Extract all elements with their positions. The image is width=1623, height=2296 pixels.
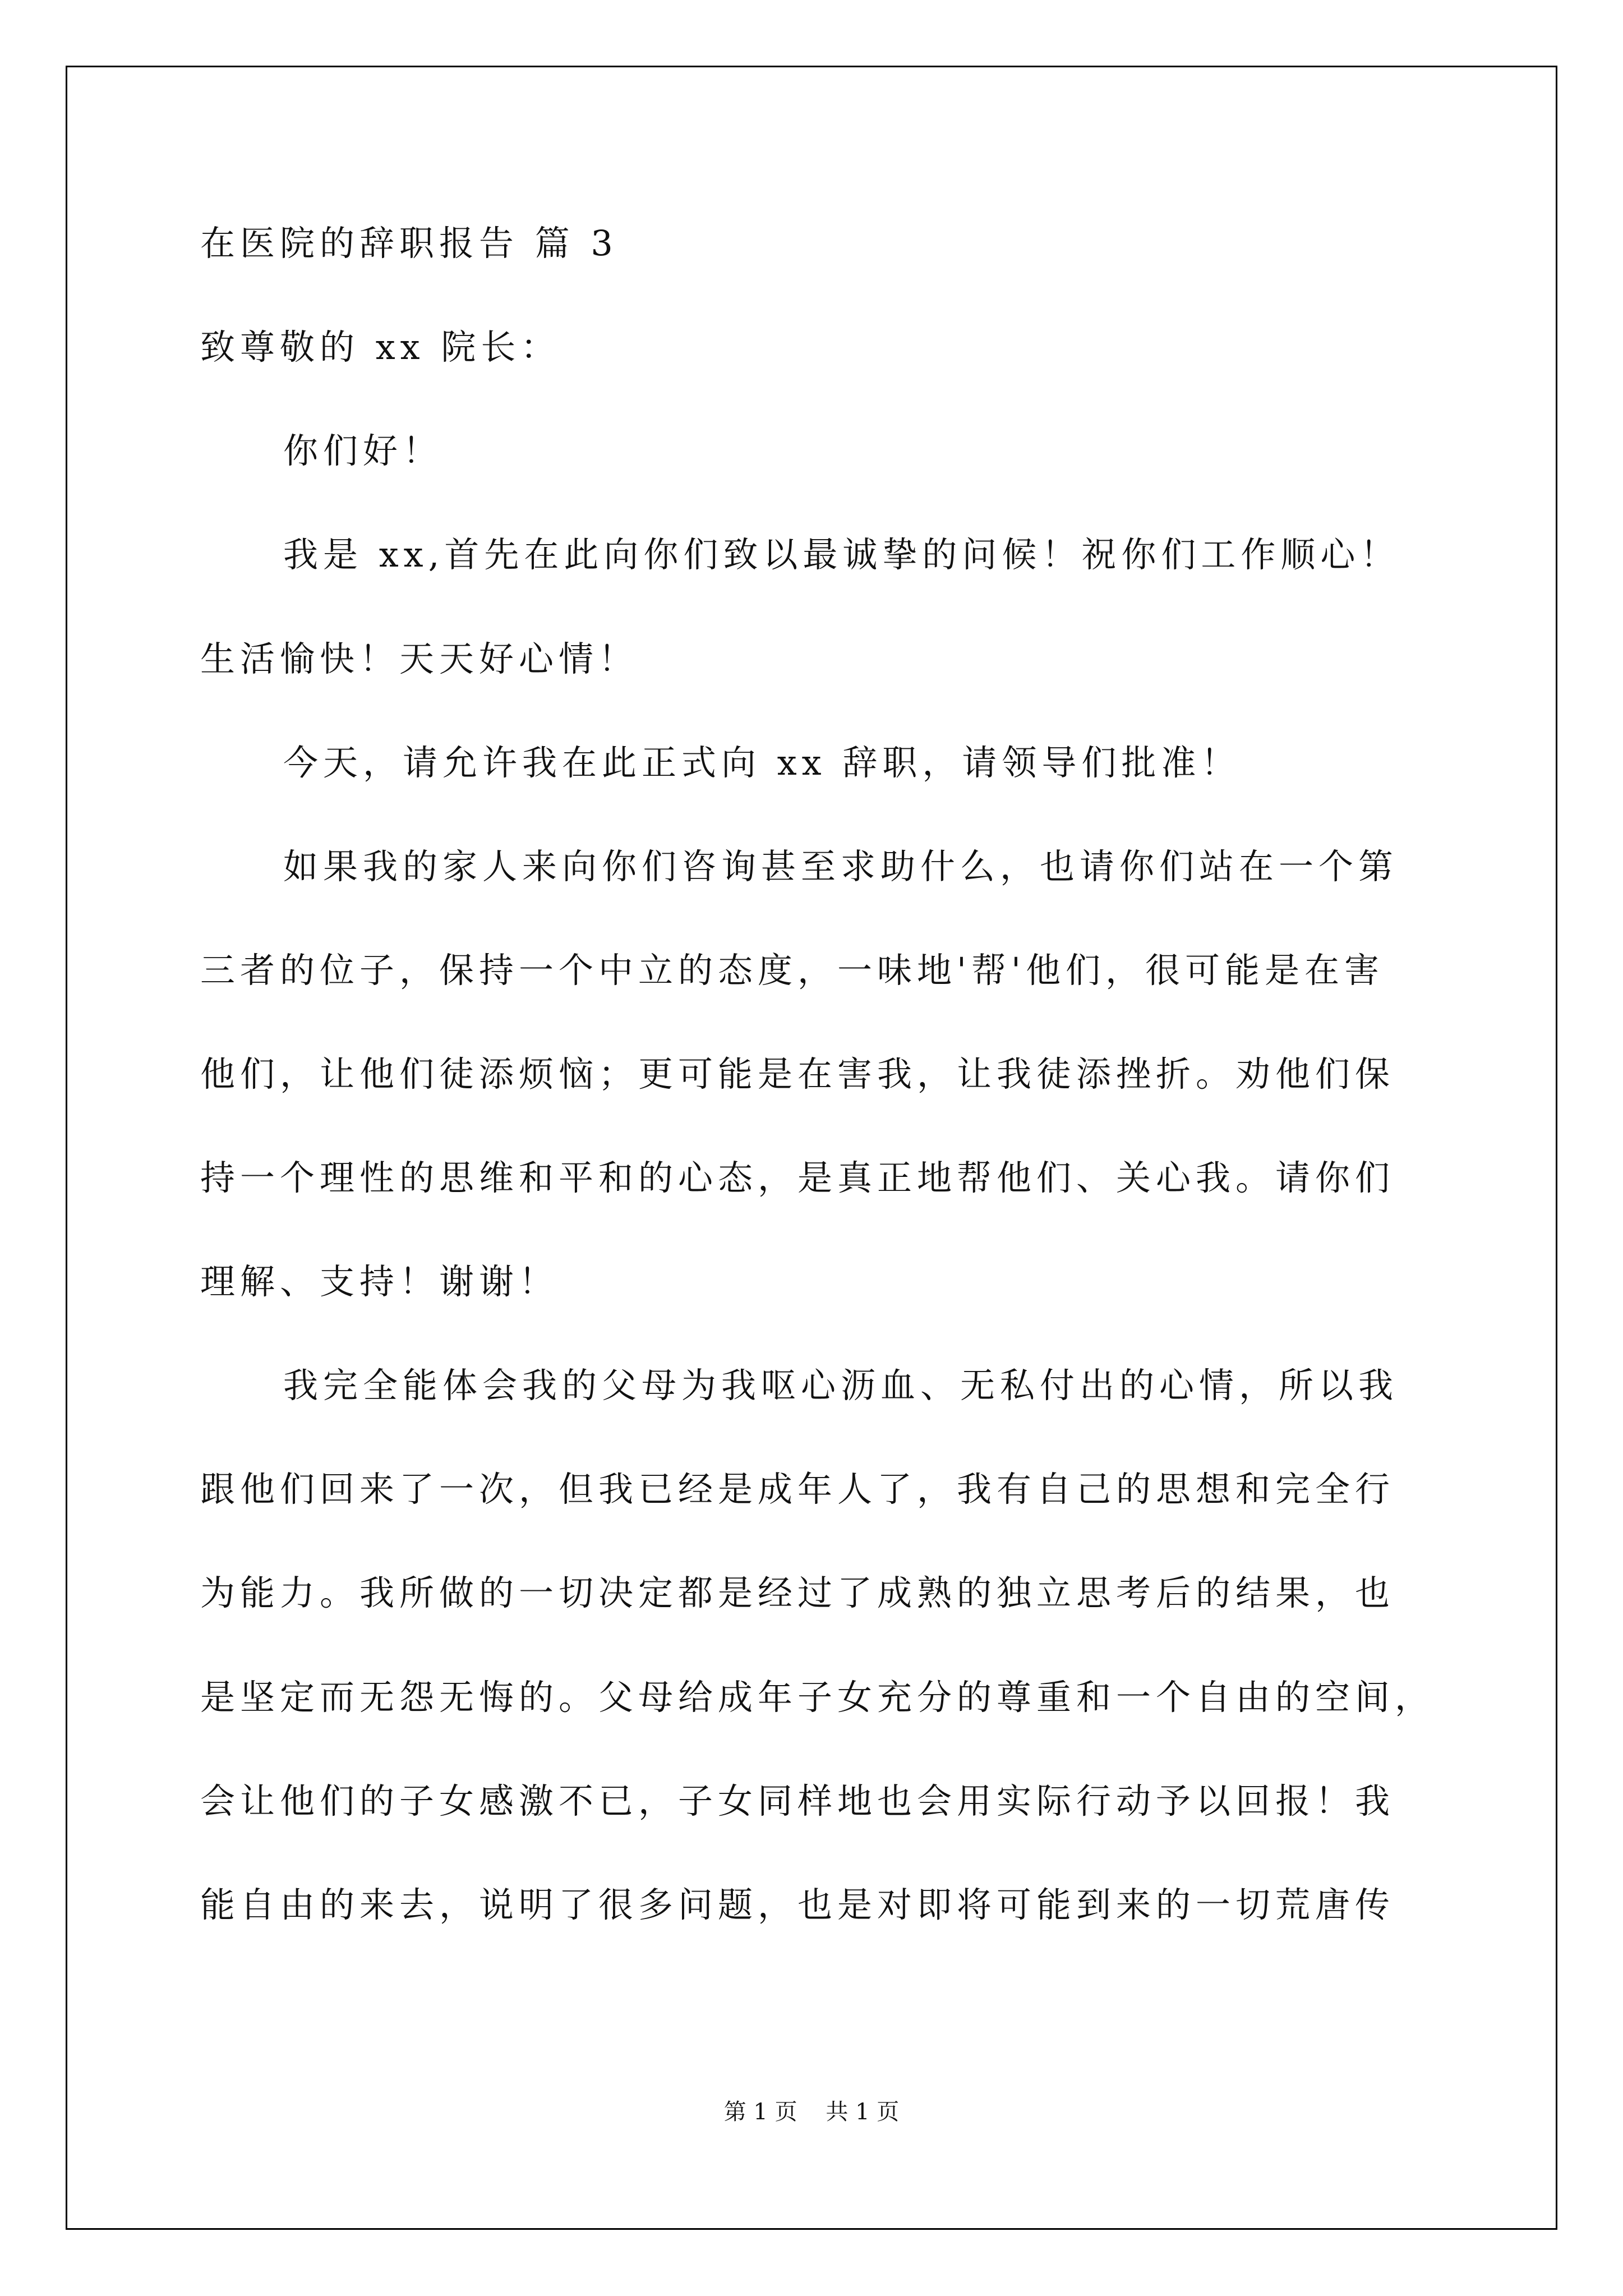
document-title: 在医院的辞职报告 篇 3 [200, 223, 618, 264]
body-line: 生活愉快！天天好心情！ [200, 638, 639, 679]
greeting: 你们好！ [283, 430, 443, 471]
body-line: 是坚定而无怨无悔的。父母给成年子女充分的尊重和一个自由的空间， [200, 1677, 1435, 1718]
body-line: 能自由的来去，说明了很多问题，也是对即将可能到来的一切荒唐传 [200, 1884, 1395, 1925]
body-line: 他们，让他们徒添烦恼；更可能是在害我，让我徒添挫折。劝他们保 [200, 1053, 1395, 1094]
body-line: 我完全能体会我的父母为我呕心沥血、无私付出的心情，所以我 [283, 1365, 1399, 1406]
body-line: 跟他们回来了一次，但我已经是成年人了，我有自己的思想和完全行 [200, 1469, 1395, 1510]
body-line: 如果我的家人来向你们咨询甚至求助什么，也请你们站在一个第 [283, 846, 1399, 887]
salutation: 致尊敬的 xx 院长： [200, 326, 561, 367]
body-line: 我是 xx,首先在此向你们致以最诚挚的问候！祝你们工作顺心！ [283, 534, 1400, 575]
body-line: 持一个理性的思维和平和的心态，是真正地帮他们、关心我。请你们 [200, 1157, 1395, 1198]
page-footer: 第 1 页 共 1 页 [723, 2099, 900, 2125]
body-line: 会让他们的子女感激不已，子女同样地也会用实际行动予以回报！我 [200, 1780, 1395, 1821]
body-line: 理解、支持！谢谢！ [200, 1261, 559, 1302]
body-line: 今天，请允许我在此正式向 xx 辞职，请领导们批准！ [283, 742, 1241, 783]
body-line: 为能力。我所做的一切决定都是经过了成熟的独立思考后的结果，也 [200, 1572, 1395, 1613]
body-line: 三者的位子，保持一个中立的态度，一味地'帮'他们，很可能是在害 [200, 950, 1385, 991]
